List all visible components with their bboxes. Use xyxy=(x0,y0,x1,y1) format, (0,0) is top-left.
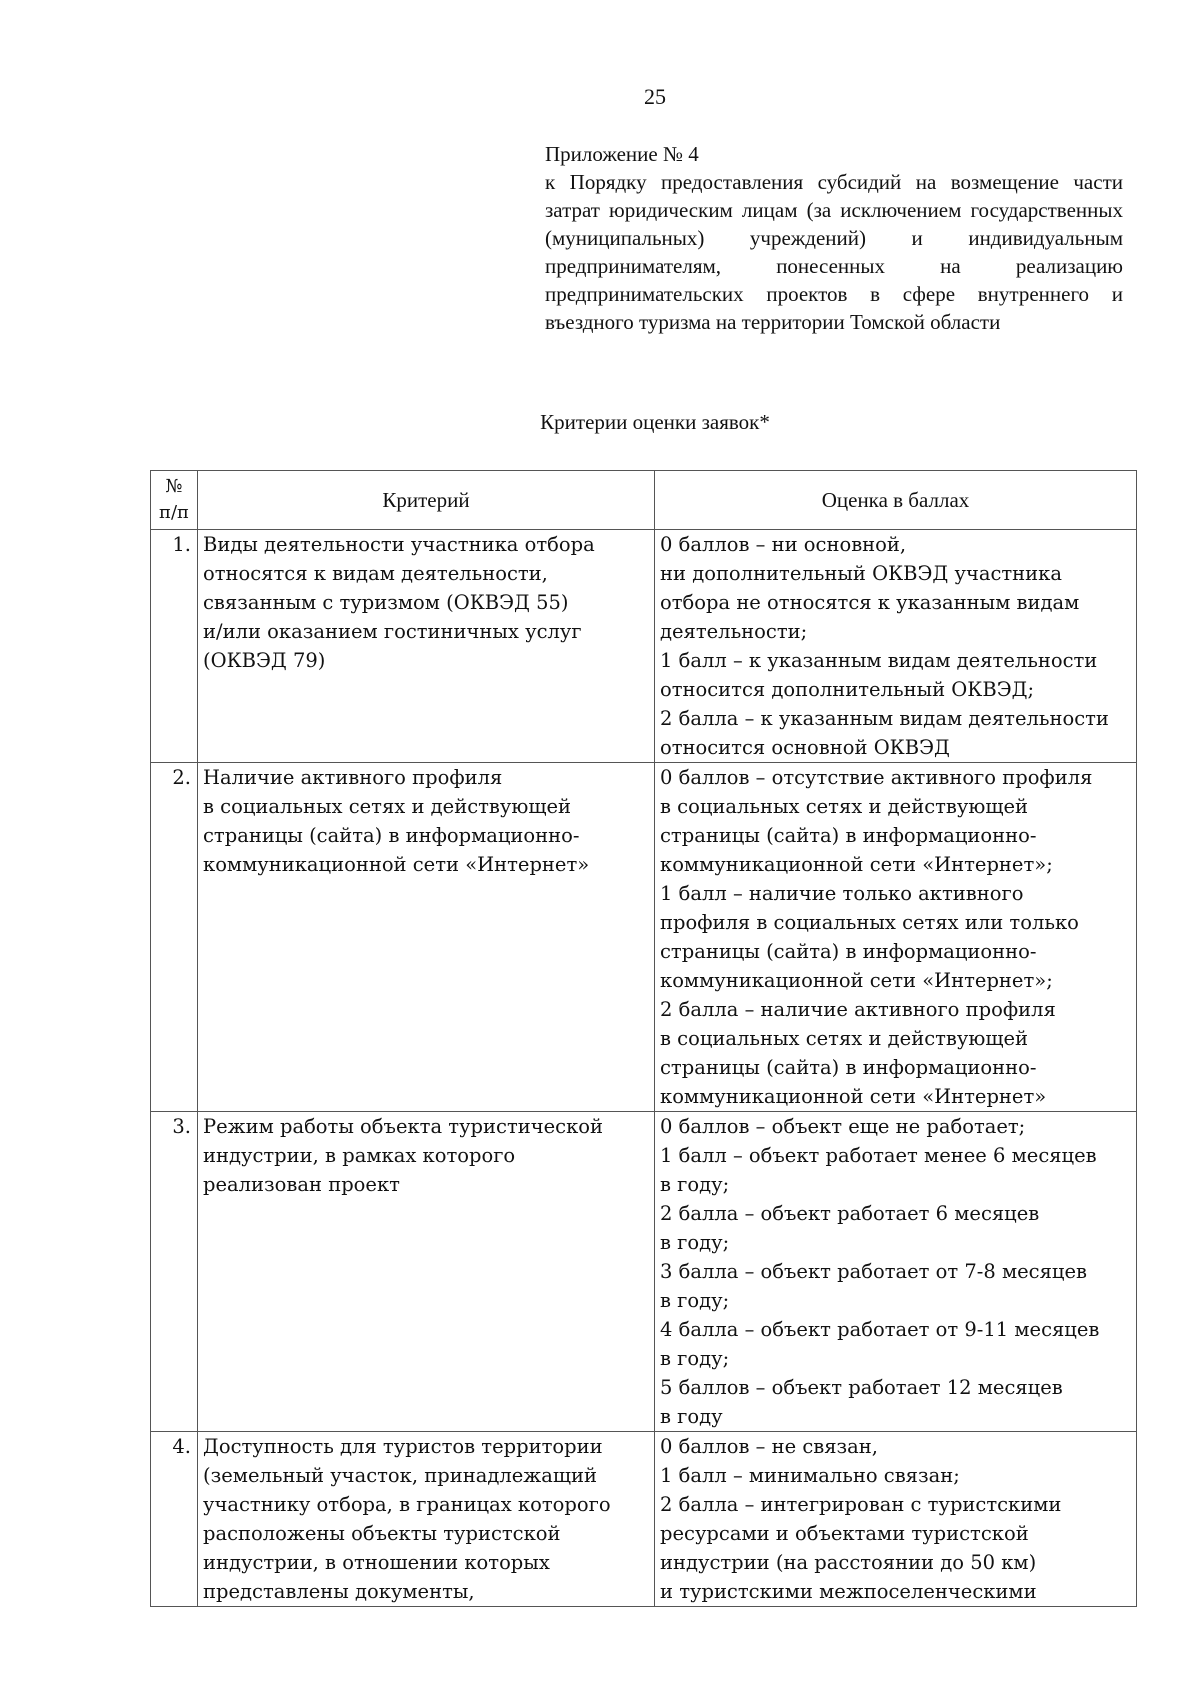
page-number: 25 xyxy=(644,84,666,109)
header-number-abbrev: п/п xyxy=(158,502,190,523)
criterion-line: страницы (сайта) в информационно- xyxy=(203,824,580,847)
criterion-cell xyxy=(198,763,655,1112)
score-line: индустрии (на расстоянии до 50 км) xyxy=(660,1551,1037,1574)
score-line: относится основной ОКВЭД xyxy=(660,736,950,759)
row-number: 3. xyxy=(151,1112,198,1432)
criteria-table xyxy=(150,470,1137,1607)
score-line: 2 балла – объект работает 6 месяцев xyxy=(660,1202,1040,1225)
table-row xyxy=(151,1432,1137,1607)
score-line: и туристскими межпоселенческими xyxy=(660,1580,1037,1603)
column-header-number xyxy=(151,471,198,530)
score-line: 5 баллов – объект работает 12 месяцев xyxy=(660,1376,1063,1399)
table-row xyxy=(151,1112,1137,1432)
row-number: 2. xyxy=(151,763,198,1112)
score-line: в году; xyxy=(660,1173,730,1196)
criterion-line: (ОКВЭД 79) xyxy=(203,649,326,672)
score-line: ресурсами и объектами туристской xyxy=(660,1522,1029,1545)
score-line: 1 балл – наличие только активного xyxy=(660,882,1024,905)
criterion-cell xyxy=(198,1432,655,1607)
score-cell xyxy=(655,763,1137,1112)
score-line: 3 балла – объект работает от 7-8 месяцев xyxy=(660,1260,1087,1283)
score-line: отбора не относятся к указанным видам xyxy=(660,591,1080,614)
score-line: 0 баллов – не связан, xyxy=(660,1435,879,1458)
criterion-line: расположены объекты туристской xyxy=(203,1522,561,1545)
column-header-score: Оценка в баллах xyxy=(655,471,1137,530)
score-line: страницы (сайта) в информационно- xyxy=(660,940,1037,963)
criterion-line: в социальных сетях и действующей xyxy=(203,795,572,818)
header-number-symbol: № xyxy=(165,476,183,497)
score-line: 1 балл – минимально связан; xyxy=(660,1464,960,1487)
score-line: 4 балла – объект работает от 9-11 месяцев xyxy=(660,1318,1100,1341)
score-line: коммуникационной сети «Интернет»; xyxy=(660,853,1053,876)
score-line: коммуникационной сети «Интернет»; xyxy=(660,969,1053,992)
document-title: Критерии оценки заявок* xyxy=(540,410,770,434)
score-line: 2 балла – наличие активного профиля xyxy=(660,998,1056,1021)
score-line: страницы (сайта) в информационно- xyxy=(660,1056,1037,1079)
score-line: деятельности; xyxy=(660,620,808,643)
column-header-criterion: Критерий xyxy=(198,471,655,530)
score-line: в году; xyxy=(660,1347,730,1370)
criterion-line: индустрии, в рамках которого xyxy=(203,1144,516,1167)
criterion-line: (земельный участок, принадлежащий xyxy=(203,1464,597,1487)
table-row xyxy=(151,530,1137,763)
appendix-text: к Порядку предоставления субсидий на возмещение части затрат юридическим лицам (за исключением государственных (муниципальных) учреждений) и индивидуальным предпринимателям, понесенных на реализацию предпринимательских проектов в сфере внутреннего и въездного туризма на территории Томской области xyxy=(545,170,1123,334)
criterion-line: относятся к видам деятельности, xyxy=(203,562,548,585)
score-line: коммуникационной сети «Интернет» xyxy=(660,1085,1047,1108)
score-line: в году; xyxy=(660,1289,730,1312)
criterion-line: Режим работы объекта туристической xyxy=(203,1115,604,1138)
score-line: в социальных сетях и действующей xyxy=(660,1027,1029,1050)
score-line: 2 балла – интегрирован с туристскими xyxy=(660,1493,1062,1516)
score-line: 1 балл – к указанным видам деятельности xyxy=(660,649,1098,672)
appendix-title: Приложение № 4 xyxy=(545,142,699,166)
table-row xyxy=(151,763,1137,1112)
score-line: в социальных сетях и действующей xyxy=(660,795,1029,818)
row-number: 4. xyxy=(151,1432,198,1607)
table-header-row xyxy=(151,471,1137,530)
criterion-line: реализован проект xyxy=(203,1173,400,1196)
score-cell xyxy=(655,530,1137,763)
score-line: в году; xyxy=(660,1231,730,1254)
score-line: профиля в социальных сетях или только xyxy=(660,911,1079,934)
criterion-line: участнику отбора, в границах которого xyxy=(203,1493,611,1516)
score-line: 1 балл – объект работает менее 6 месяцев xyxy=(660,1144,1097,1167)
criterion-line: Виды деятельности участника отбора xyxy=(203,533,595,556)
appendix-header xyxy=(545,140,1123,336)
criterion-line: представлены документы, xyxy=(203,1580,475,1603)
score-line: страницы (сайта) в информационно- xyxy=(660,824,1037,847)
criterion-line: связанным с туризмом (ОКВЭД 55) xyxy=(203,591,569,614)
criterion-line: коммуникационной сети «Интернет» xyxy=(203,853,590,876)
table-body xyxy=(151,530,1137,1607)
criterion-cell xyxy=(198,1112,655,1432)
score-line: 0 баллов – отсутствие активного профиля xyxy=(660,766,1093,789)
score-line: относится дополнительный ОКВЭД; xyxy=(660,678,1035,701)
score-cell xyxy=(655,1112,1137,1432)
row-number: 1. xyxy=(151,530,198,763)
score-cell xyxy=(655,1432,1137,1607)
criterion-line: индустрии, в отношении которых xyxy=(203,1551,550,1574)
score-line: в году xyxy=(660,1405,723,1428)
score-line: 0 баллов – ни основной, xyxy=(660,533,907,556)
score-line: 2 балла – к указанным видам деятельности xyxy=(660,707,1109,730)
criterion-line: Доступность для туристов территории xyxy=(203,1435,603,1458)
criterion-line: Наличие активного профиля xyxy=(203,766,503,789)
criterion-cell xyxy=(198,530,655,763)
criterion-line: и/или оказанием гостиничных услуг xyxy=(203,620,582,643)
score-line: ни дополнительный ОКВЭД участника xyxy=(660,562,1062,585)
score-line: 0 баллов – объект еще не работает; xyxy=(660,1115,1026,1138)
